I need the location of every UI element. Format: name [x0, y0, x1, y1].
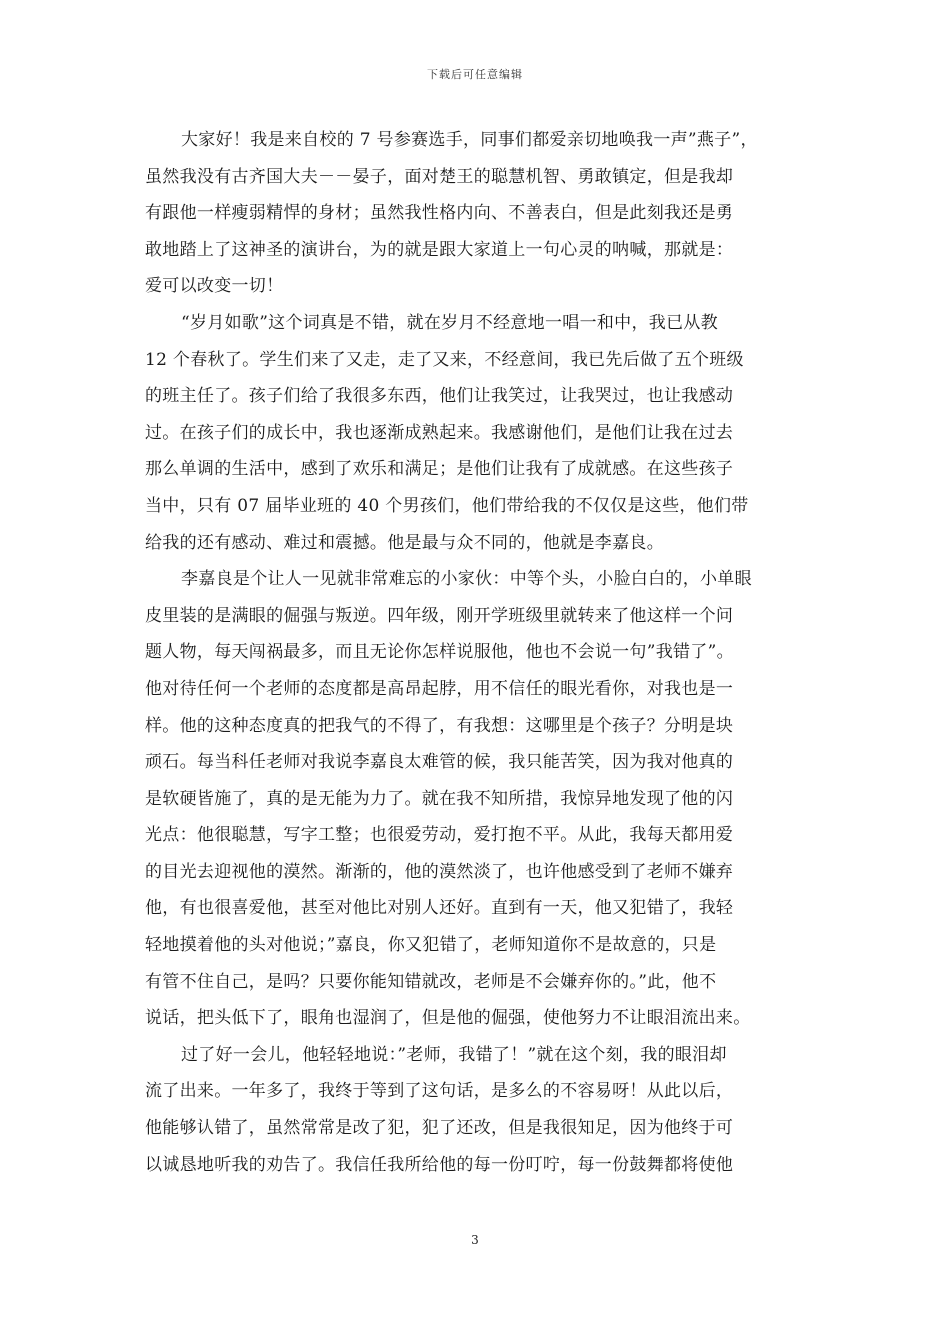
- text-line: 敢地踏上了这神圣的演讲台，为的就是跟大家道上一句心灵的呐喊，那就是：: [145, 239, 734, 260]
- paragraph-3: [145, 561, 810, 1037]
- text-line: 的班主任了。孩子们给了我很多东西，他们让我笑过，让我哭过，也让我感动: [145, 386, 734, 407]
- text-line: 以诚恳地听我的劝告了。我信任我所给他的每一份叮咛，每一份鼓舞都将使他: [145, 1154, 734, 1175]
- text-line: 爱可以改变一切！: [145, 276, 284, 297]
- text-line: 虽然我没有古齐国大夫－－晏子，面对楚王的聪慧机智、勇敢镇定，但是我却: [145, 166, 734, 187]
- text-line: 顽石。每当科任老师对我说李嘉良太难管的候，我只能苦笑，因为我对他真的: [145, 752, 734, 773]
- paragraph-4: [145, 1037, 810, 1183]
- text-line: 他，有也很喜爱他，甚至对他比对别人还好。直到有一天，他又犯错了，我轻: [145, 898, 734, 919]
- text-line: 光点：他很聪慧，写字工整；也很爱劳动，爱打抱不平。从此，我每天都用爱: [145, 825, 734, 846]
- text-line: 的目光去迎视他的漠然。渐渐的，他的漠然淡了，也许他感受到了老师不嫌弃: [145, 861, 734, 882]
- text-line: 题人物，每天闯祸最多，而且无论你怎样说服他，他也不会说一句”我错了”。: [145, 642, 734, 663]
- text-line: 样。他的这种态度真的把我气的不得了，有我想：这哪里是个孩子？分明是块: [145, 715, 734, 736]
- text-line: 皮里装的是满眼的倔强与叛逆。四年级，刚开学班级里就转来了他这样一个问: [145, 605, 734, 626]
- text-line: 大家好！我是来自校的 7 号参赛选手，同事们都爱亲切地唤我一声”燕子”，: [181, 130, 758, 150]
- text-line: 过。在孩子们的成长中，我也逐渐成熟起来。我感谢他们，是他们让我在过去: [145, 422, 734, 443]
- page-header-note: 下载后可任意编辑: [427, 68, 523, 81]
- text-line: 过了好一会儿，他轻轻地说：”老师，我错了！”就在这个刻，我的眼泪却: [181, 1044, 727, 1065]
- text-line: “岁月如歌”这个词真是不错，就在岁月不经意地一唱一和中，我已从教: [181, 312, 718, 333]
- paragraph-2: [145, 305, 810, 561]
- text-line: 那么单调的生活中，感到了欢乐和满足；是他们让我有了成就感。在这些孩子: [145, 459, 734, 480]
- text-line: 给我的还有感动、难过和震撼。他是最与众不同的，他就是李嘉良。: [145, 532, 664, 553]
- text-line: 是软硬皆施了，真的是无能为力了。就在我不知所措，我惊异地发现了他的闪: [145, 788, 734, 809]
- text-line: 当中，只有 07 届毕业班的 40 个男孩们，他们带给我的不仅仅是这些，他们带: [145, 495, 749, 516]
- text-line: 说话，把头低下了，眼角也湿润了，但是他的倔强，使他努力不让眼泪流出来。: [145, 1008, 751, 1029]
- paragraph-1: [145, 122, 810, 305]
- text-line: 李嘉良是个让人一见就非常难忘的小家伙：中等个头，小脸白白的，小单眼: [181, 569, 752, 590]
- text-line: 12 个春秋了。学生们来了又走，走了又来，不经意间，我已先后做了五个班级: [145, 349, 744, 370]
- text-line: 他对待任何一个老师的态度都是高昂起脖，用不信任的眼光看你，对我也是一: [145, 678, 734, 699]
- page-number: 3: [471, 1233, 479, 1247]
- text-line: 他能够认错了，虽然常常是改了犯，犯了还改，但是我很知足，因为他终于可: [145, 1118, 734, 1139]
- document-body: [145, 122, 810, 1183]
- text-line: 流了出来。一年多了，我终于等到了这句话，是多么的不容易呀！从此以后，: [145, 1081, 734, 1102]
- text-line: 有跟他一样瘦弱精悍的身材；虽然我性格内向、不善表白，但是此刻我还是勇: [145, 203, 734, 224]
- text-line: 有管不住自己，是吗？只要你能知错就改，老师是不会嫌弃你的。”此，他不: [145, 971, 717, 992]
- text-line: 轻地摸着他的头对他说；”嘉良，你又犯错了，老师知道你不是故意的，只是: [145, 935, 717, 956]
